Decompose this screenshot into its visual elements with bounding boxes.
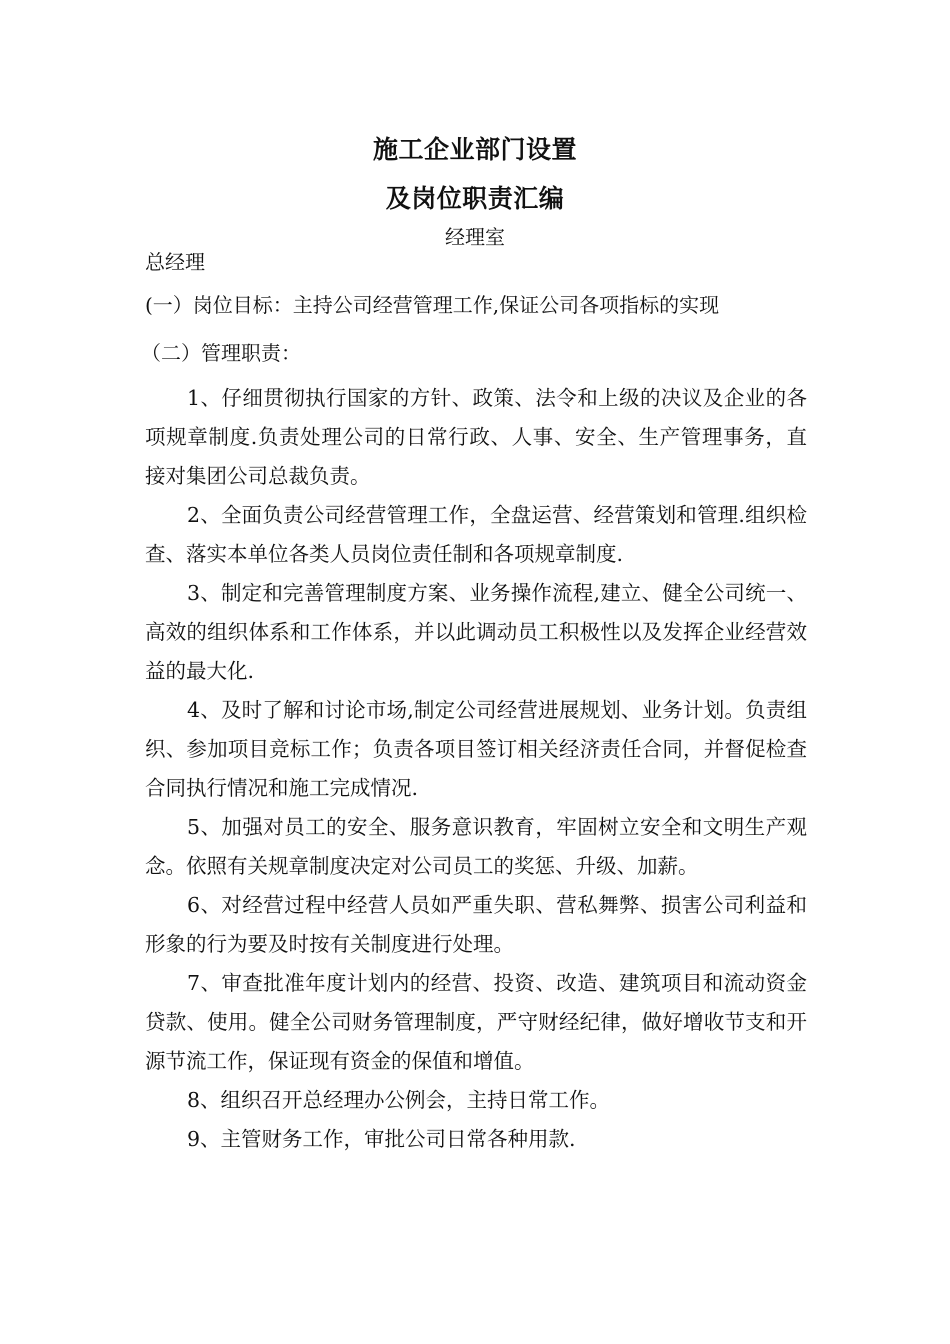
document-subtitle: 及岗位职责汇编 bbox=[385, 184, 565, 213]
duties-list bbox=[145, 379, 807, 1159]
duties-heading: （二）管理职责： bbox=[141, 341, 301, 365]
duty-item: 8、组织召开总经理办公例会，主持日常工作。 bbox=[187, 1088, 611, 1112]
document-title: 施工企业部门设置 bbox=[372, 135, 577, 164]
duty-item: 9、主管财务工作，审批公司日常各种用款. bbox=[187, 1127, 576, 1151]
duty-item: 4、及时了解和讨论市场,制定公司经营进展规划、业务计划。负责组织、参加项目竞标工作；负责各项目签订相关经济责任合同，并督促检查合同执行情况和施工完成情况. bbox=[145, 698, 807, 800]
duty-item: 3、制定和完善管理制度方案、业务操作流程,建立、健全公司统一、高效的组织体系和工作体系，并以此调动员工积极性以及发挥企业经营效益的最大化. bbox=[145, 581, 807, 683]
duty-item: 7、审查批准年度计划内的经营、投资、改造、建筑项目和流动资金贷款、使用。健全公司财务管理制度，严守财经纪律，做好增收节支和开源节流工作，保证现有资金的保值和增值。 bbox=[145, 971, 807, 1073]
position-title: 总经理 bbox=[145, 250, 205, 274]
duty-item: 5、加强对员工的安全、服务意识教育，牢固树立安全和文明生产观念。依照有关规章制度决定对公司员工的奖惩、升级、加薪。 bbox=[145, 815, 807, 878]
duty-item: 2、全面负责公司经营管理工作，全盘运营、经营策划和管理.组织检查、落实本单位各类人员岗位责任制和各项规章制度. bbox=[145, 503, 807, 566]
duty-item: 6、对经营过程中经营人员如严重失职、营私舞弊、损害公司利益和形象的行为要及时按有关制度进行处理。 bbox=[145, 893, 807, 956]
duty-item: 1、仔细贯彻执行国家的方针、政策、法令和上级的决议及企业的各项规章制度.负责处理公司的日常行政、人事、安全、生产管理事务，直接对集团公司总裁负责。 bbox=[145, 386, 807, 488]
position-goal: (一）岗位目标：主持公司经营管理工作,保证公司各项指标的实现 bbox=[145, 293, 720, 317]
department-heading: 经理室 bbox=[445, 225, 505, 249]
